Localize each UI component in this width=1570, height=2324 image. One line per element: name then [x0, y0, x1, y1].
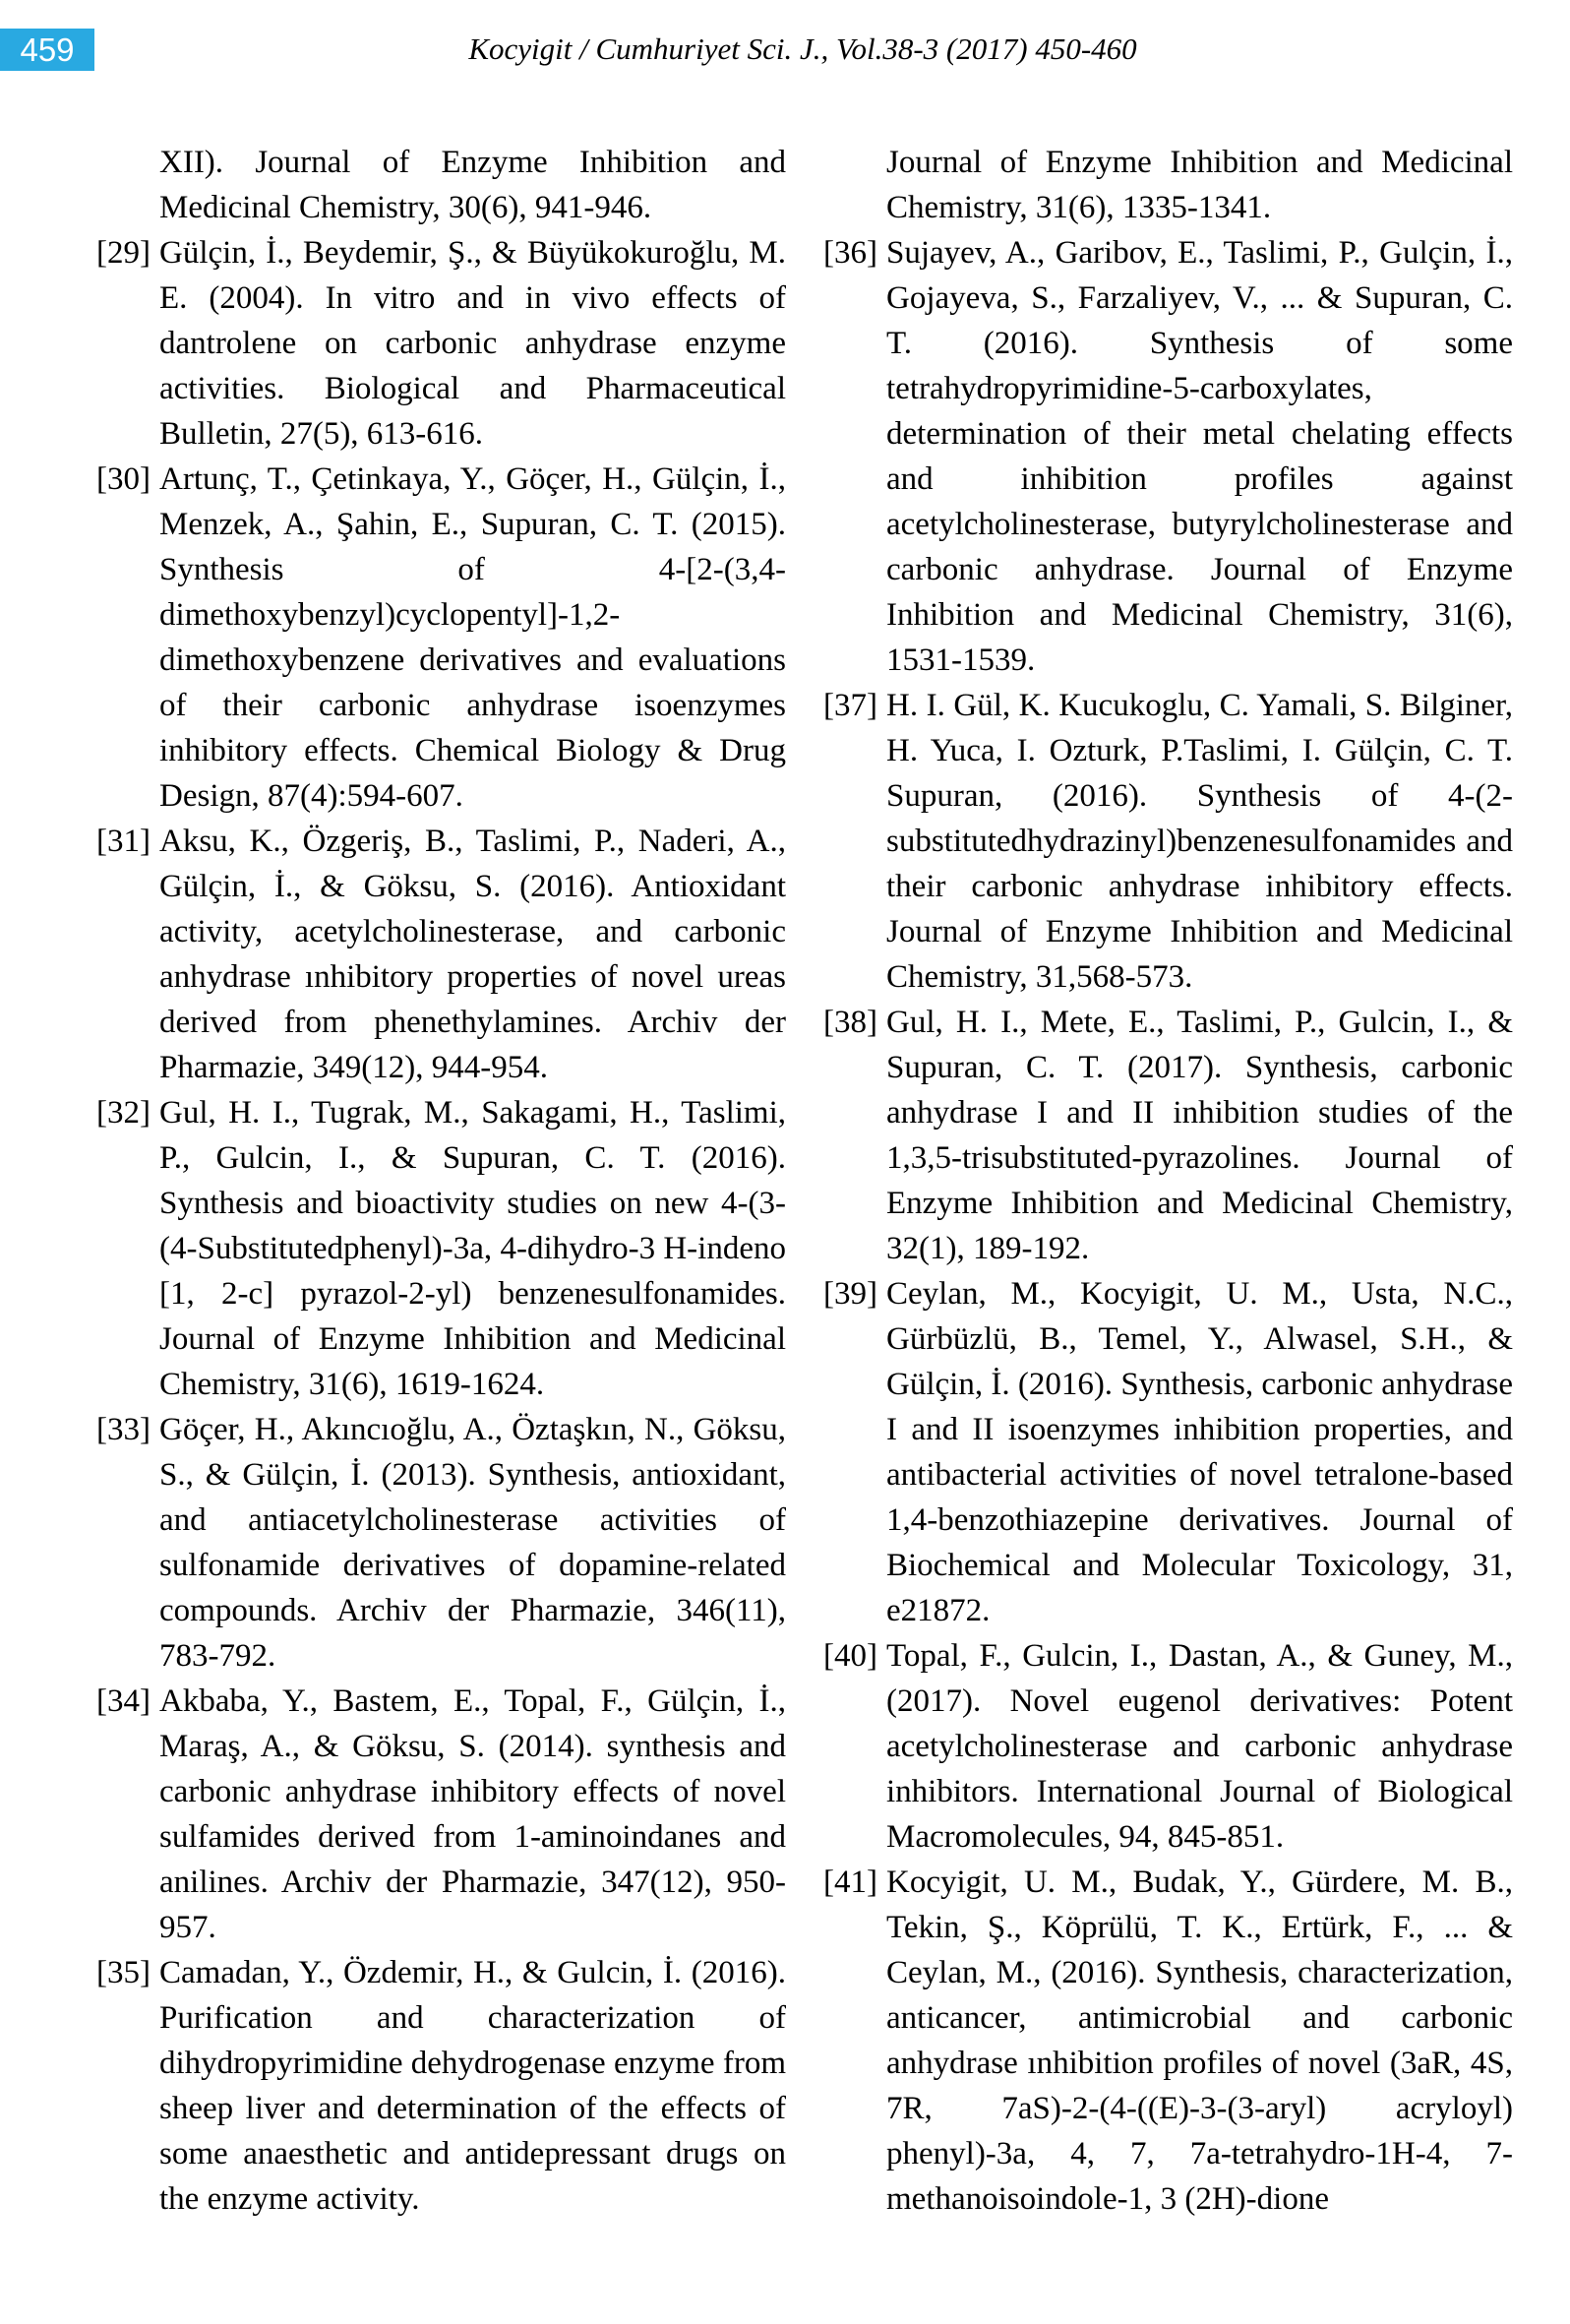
reference-number: [31]	[96, 824, 151, 859]
reference-item	[96, 1679, 786, 1950]
reference-text: XII). Journal of Enzyme Inhibition and Medicinal Chemistry, 30(6), 941-946.	[159, 145, 786, 225]
reference-item	[96, 1950, 786, 2222]
reference-text: H. I. Gül, K. Kucukoglu, C. Yamali, S. Bilginer, H. Yuca, I. Ozturk, P.Taslimi, I. Gülçin, C. T. Supuran, (2016). Synthesis of 4-(2-substitutedhydrazinyl)benzenesulfonamides and their carbonic anhydrase inhibitory effects. Journal of Enzyme Inhibition and Medicinal Chemistry, 31,568-573.	[886, 688, 1513, 995]
reference-text: Journal of Enzyme Inhibition and Medicinal Chemistry, 31(6), 1335-1341.	[886, 145, 1513, 225]
reference-text: Camadan, Y., Özdemir, H., & Gulcin, İ. (2016). Purification and characterization of dihydropyrimidine dehydrogenase enzyme from sheep liver and determination of the effects of some anaesthetic and antidepressant drugs on the enzyme activity.	[159, 1955, 786, 2217]
reference-item	[823, 1271, 1513, 1633]
reference-item	[823, 140, 1513, 230]
reference-item	[96, 1407, 786, 1679]
reference-text: Artunç, T., Çetinkaya, Y., Göçer, H., Gülçin, İ., Menzek, A., Şahin, E., Supuran, C. T. (2015). Synthesis of 4-[2-(3,4-dimethoxybenzyl)cyclopentyl]-1,2-dimethoxybenzene derivatives and evaluations of their carbonic anhydrase isoenzymes inhibitory effects. Chemical Biology & Drug Design, 87(4):594-607.	[159, 461, 786, 814]
reference-number: [40]	[823, 1638, 877, 1674]
reference-number: [35]	[96, 1955, 151, 1990]
left-column	[96, 140, 786, 2222]
reference-item	[823, 1000, 1513, 1271]
reference-text: Kocyigit, U. M., Budak, Y., Gürdere, M. B., Tekin, Ş., Köprülü, T. K., Ertürk, F., ... & Ceylan, M., (2016). Synthesis, characterization, anticancer, antimicrobial and carbonic anhydrase ınhibition profiles of novel (3aR, 4S, 7R, 7aS)-2-(4-((E)-3-(3-aryl) acryloyl) phenyl)-3a, 4, 7, 7a-tetrahydro-1H-4, 7-methanoisoindole-1, 3 (2H)-dione	[886, 1865, 1513, 2217]
reference-item	[96, 457, 786, 819]
page-number-badge: 459	[0, 29, 94, 71]
reference-text: Akbaba, Y., Bastem, E., Topal, F., Gülçin, İ., Maraş, A., & Göksu, S. (2014). synthesis and carbonic anhydrase inhibitory effects of novel sulfamides derived from 1-aminoindanes and anilines. Archiv der Pharmazie, 347(12), 950-957.	[159, 1683, 786, 1945]
references-section	[96, 140, 1513, 2222]
reference-number: [34]	[96, 1683, 151, 1719]
reference-item	[96, 819, 786, 1090]
reference-number: [30]	[96, 461, 151, 497]
reference-item	[96, 1090, 786, 1407]
reference-item	[96, 140, 786, 230]
reference-number: [36]	[823, 235, 877, 271]
reference-number: [32]	[96, 1095, 151, 1131]
reference-text: Gul, H. I., Tugrak, M., Sakagami, H., Taslimi, P., Gulcin, I., & Supuran, C. T. (2016). Synthesis and bioactivity studies on new 4-(3-(4-Substitutedphenyl)-3a, 4-dihydro-3 H-indeno [1, 2-c] pyrazol-2-yl) benzenesulfonamides. Journal of Enzyme Inhibition and Medicinal Chemistry, 31(6), 1619-1624.	[159, 1095, 786, 1402]
reference-text: Gul, H. I., Mete, E., Taslimi, P., Gulcin, I., & Supuran, C. T. (2017). Synthesis, carbonic anhydrase I and II inhibition studies of the 1,3,5-trisubstituted-pyrazolines. Journal of Enzyme Inhibition and Medicinal Chemistry, 32(1), 189-192.	[886, 1005, 1513, 1266]
reference-text: Topal, F., Gulcin, I., Dastan, A., & Guney, M., (2017). Novel eugenol derivatives: Potent acetylcholinesterase and carbonic anhydrase inhibitors. International Journal of Biological Macromolecules, 94, 845-851.	[886, 1638, 1513, 1855]
reference-item	[823, 230, 1513, 683]
reference-text: Gülçin, İ., Beydemir, Ş., & Büyükokuroğlu, M. E. (2004). In vitro and in vivo effects of dantrolene on carbonic anhydrase enzyme activities. Biological and Pharmaceutical Bulletin, 27(5), 613-616.	[159, 235, 786, 452]
reference-number: [39]	[823, 1276, 877, 1312]
reference-item	[823, 1633, 1513, 1860]
running-header: Kocyigit / Cumhuriyet Sci. J., Vol.38-3 (2017) 450-460	[468, 31, 1137, 66]
reference-item	[823, 683, 1513, 1000]
reference-text: Sujayev, A., Garibov, E., Taslimi, P., Gulçin, İ., Gojayeva, S., Farzaliyev, V., ... & Supuran, C. T. (2016). Synthesis of some tetrahydropyrimidine-5-carboxylates, determination of their metal chelating effects and inhibition profiles against acetylcholinesterase, butyrylcholinesterase and carbonic anhydrase. Journal of Enzyme Inhibition and Medicinal Chemistry, 31(6), 1531-1539.	[886, 235, 1513, 678]
reference-number: [29]	[96, 235, 151, 271]
reference-text: Aksu, K., Özgeriş, B., Taslimi, P., Naderi, A., Gülçin, İ., & Göksu, S. (2016). Antioxidant activity, acetylcholinesterase, and carbonic anhydrase ınhibitory properties of novel ureas derived from phenethylamines. Archiv der Pharmazie, 349(12), 944-954.	[159, 824, 786, 1085]
reference-number: [33]	[96, 1412, 151, 1447]
reference-text: Göçer, H., Akıncıoğlu, A., Öztaşkın, N., Göksu, S., & Gülçin, İ. (2013). Synthesis, antioxidant, and antiacetylcholinesterase activities of sulfonamide derivatives of dopamine-related compounds. Archiv der Pharmazie, 346(11), 783-792.	[159, 1412, 786, 1674]
reference-item	[823, 1860, 1513, 2222]
reference-number: [38]	[823, 1005, 877, 1040]
reference-item	[96, 230, 786, 457]
reference-text: Ceylan, M., Kocyigit, U. M., Usta, N.C., Gürbüzlü, B., Temel, Y., Alwasel, S.H., & Gülçin, İ. (2016). Synthesis, carbonic anhydrase I and II isoenzymes inhibition properties, and antibacterial activities of novel tetralone-based 1,4-benzothiazepine derivatives. Journal of Biochemical and Molecular Toxicology, 31, e21872.	[886, 1276, 1513, 1628]
reference-number: [41]	[823, 1865, 877, 1900]
reference-number: [37]	[823, 688, 877, 723]
right-column	[823, 140, 1513, 2222]
